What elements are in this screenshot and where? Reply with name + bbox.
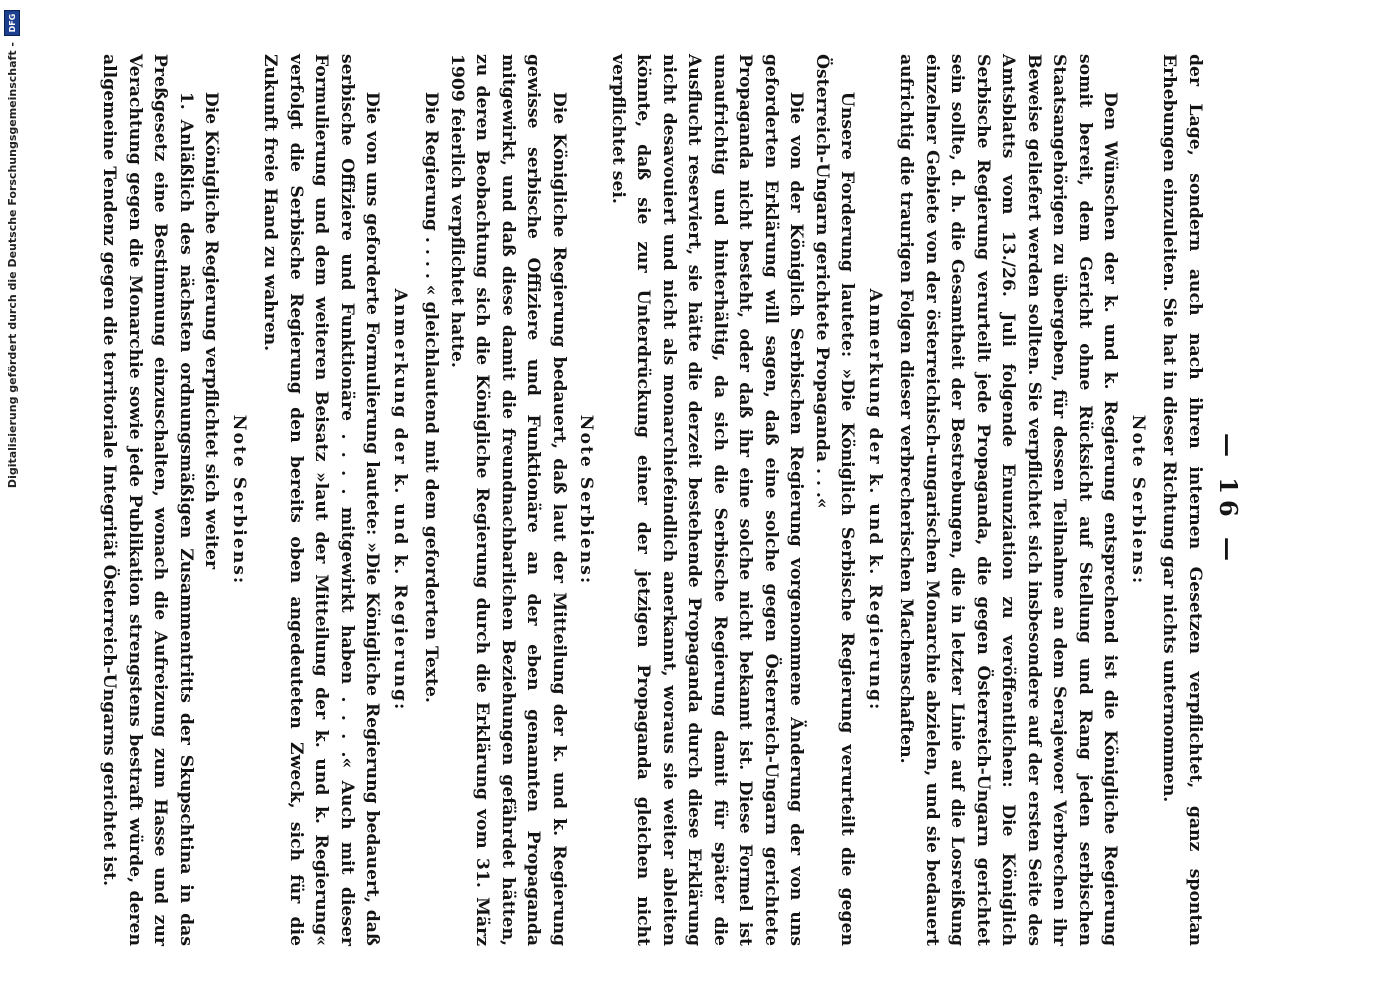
section-heading: Note Serbiens: [1128, 414, 1148, 586]
paragraph: Die Königliche Regierung bedauert, daß laut der Mitteilung der k. und k. Regierung gewisse serbische Offiziere und Funktionäre an der eben genannten Propaganda mitgewirkt, und daß diese damit die freundnachbarlichen Beziehungen gefährdet hätten, zu deren Beobachtung sich die Königliche Regierung durch die Erklärung vom 31. März 1909 feierlich verpflichtet hatte. [447, 54, 569, 946]
paragraph: Unsere Forderung lautete: »Die Königlich Serbische Regierung verurteilt die gegen Österreich-Ungarn gerichtete Propaganda . . .« [812, 54, 858, 946]
section-heading: Note Serbiens: [229, 414, 249, 586]
paragraph: Die Regierung . . . . « gleichlautend mit dem geforderten Texte. [421, 91, 442, 703]
page-body [96, 54, 1207, 946]
section-heading: Note Serbiens: [576, 414, 597, 586]
paragraph: Die von der Königlich Serbischen Regierung vorgenommene Änderung der von uns geforderten Erklärung will sagen, daß eine solche gegen Österreich-Ungarn gerichtete Propaganda nicht besteht, oder daß ihr eine solche nicht bekannt ist. Diese Formel ist unaufrichtig und hinterhältig, da sich die Serbische Regierung damit für später die Ausflucht reserviert, sie hätte die derzeit bestehende Propaganda durch diese Erklärung nicht desavouiert und nicht als monarchiefeindlich anerkannt, woraus sie weiter ableiten könnte, daß sie zur Unterdrückung einer der jetzigen Propaganda gleichen nicht verpflichtet sei. [608, 54, 807, 946]
dfg-logo-icon: DFG [4, 10, 20, 36]
paragraph: der Lage, sondern auch nach ihren internen Gesetzen verpflichtet, ganz spontan Erhebungen einzuleiten. Sie hat in dieser Richtung gar nichts unternommen. [1159, 54, 1205, 946]
digitization-credit [2, 10, 22, 990]
paragraph: Die Königliche Regierung verpflichtet sich weiter [201, 91, 222, 570]
section-heading: Anmerkung der k. und k. Regierung: [865, 288, 885, 712]
credit-text: Digitalisierung gefördert durch die Deutsche Forschungsgemeinschaft - [5, 42, 19, 489]
digitization-credit-strip [0, 0, 22, 1000]
scanned-page-frame [99, 0, 1280, 1000]
paragraph: 1. Anläßlich des nächsten ordnungsmäßigen Zusammentritts der Skupschtina in das Preßgesetz eine Bestimmung einzuschalten, wonach die Aufreizung zum Hasse und zur Verachtung gegen die Monarchie sowie jede Publikation strengstens bestraft würde, deren allgemeine Tendenz gegen die territoriale Integrität Österreich-Ungarns gerichtet ist. [99, 54, 196, 946]
page-number: — 16 — [1214, 432, 1243, 568]
paragraph: Den Wünschen der k. und k. Regierung entsprechend ist die Königliche Regierung somit bereit, dem Gericht ohne Rücksicht auf Stellung und Rang jeden serbischen Staatsangehörigen zu übergeben, für dessen Teilnahme an dem Serajewoer Verbrechen ihr Beweise geliefert werden sollten. Sie verpflichtet sich insbesondere auf der ersten Seite des Amtsblatts vom 13./26. Juli folgende Enunziation zu veröffentlichen: Die Königlich Serbische Regierung verurteilt jede Propaganda, die gegen Österreich-Ungarn gerichtet sein sollte, d. h. die Gesamtheit der Bestrebungen, die in letzter Linie auf die Losreißung einzelner Gebiete von der österreichisch-ungarischen Monarchie abzielen, und sie bedauert aufrichtig die traurigen Folgen dieser verbrecherischen Machenschaften. [896, 54, 1121, 946]
paragraph: Die von uns geforderte Formulierung lautete: »Die Königliche Regierung bedauert, daß serbische Offiziere und Funktionäre . . . . mitgewirkt haben . . . .« Auch mit dieser Formulierung und dem weiteren Beisatz »laut der Mitteilung der k. und k. Regierung« verfolgt die Serbische Regierung den bereits oben angedeuteten Zweck, sich für die Zukunft freie Hand zu wahren. [260, 54, 383, 946]
scanned-page [99, 10, 1265, 990]
section-heading: Anmerkung der k. und k. Regierung: [390, 288, 410, 712]
